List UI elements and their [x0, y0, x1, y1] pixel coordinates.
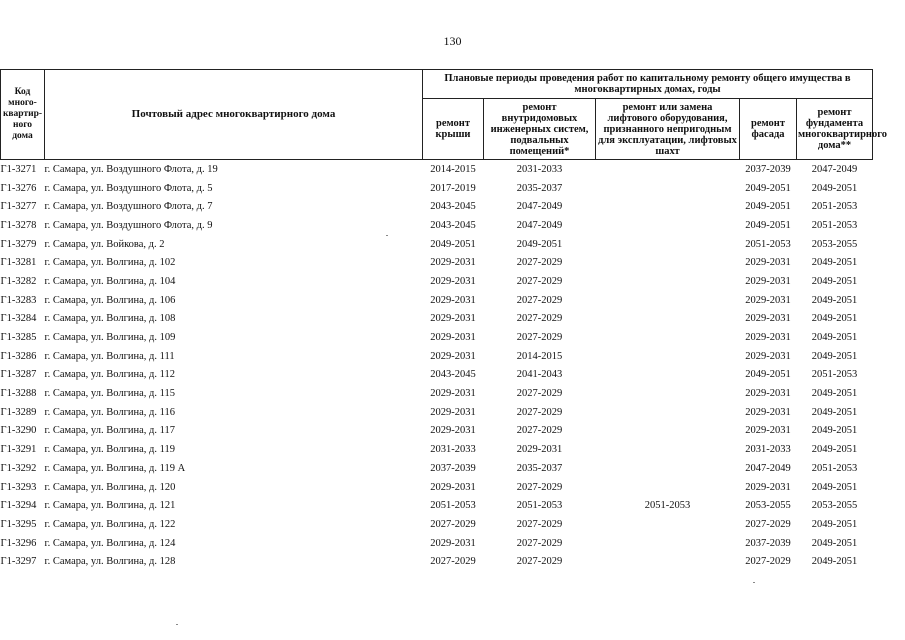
- systems-period: 2047-2049: [516, 219, 563, 231]
- scan-speck: [753, 582, 755, 583]
- foundation-period: 2049-2051: [811, 425, 858, 437]
- foundation-period: 2049-2051: [811, 294, 858, 306]
- house-address: г. Самара, ул. Волгина, д. 104: [44, 275, 176, 287]
- house-address: г. Самара, ул. Волгина, д. 111: [44, 350, 175, 362]
- table-row: [1, 459, 873, 478]
- house-code: Г1-3284: [0, 313, 37, 325]
- house-address: г. Самара, ул. Волгина, д. 121: [44, 500, 176, 512]
- facade-period: 2029-2031: [745, 275, 791, 287]
- systems-period: 2027-2029: [516, 294, 563, 306]
- house-address: г. Самара, ул. Воздушного Флота, д. 5: [44, 182, 213, 194]
- table-row: [1, 440, 873, 459]
- house-address: г. Самара, ул. Волгина, д. 115: [44, 388, 175, 400]
- facade-period: 2031-2033: [745, 444, 791, 456]
- table-row: [1, 179, 873, 198]
- elevator-period: [596, 216, 740, 235]
- house-code: Г1-3276: [0, 182, 37, 194]
- house-address: г. Самара, ул. Войкова, д. 2: [44, 238, 165, 250]
- foundation-period: 2049-2051: [811, 257, 858, 269]
- foundation-period: 2053-2055: [811, 238, 858, 250]
- foundation-period: 2049-2051: [811, 350, 858, 362]
- table-row: [1, 347, 873, 366]
- scan-speck: [176, 624, 178, 625]
- table-row: [1, 384, 873, 403]
- roof-period: 2037-2039: [430, 462, 476, 474]
- elevator-period: [596, 328, 740, 347]
- roof-period: 2031-2033: [430, 444, 476, 456]
- facade-period: 2029-2031: [745, 313, 791, 325]
- roof-period: 2027-2029: [430, 556, 476, 568]
- table-row: [1, 253, 873, 272]
- elevator-period: [596, 422, 740, 441]
- periods-group-header: Плановые периоды проведения работ по капитальному ремонту общего имущества в многоквартирных домах, годы: [423, 70, 873, 99]
- house-address: г. Самара, ул. Волгина, д. 124: [44, 537, 176, 549]
- elevator-period: [596, 272, 740, 291]
- elevator-period: [596, 235, 740, 254]
- systems-period: 2047-2049: [516, 201, 563, 213]
- house-address: г. Самара, ул. Волгина, д. 119 А: [44, 462, 186, 474]
- elevator-period: [596, 160, 740, 179]
- elevator-period: [596, 253, 740, 272]
- house-address: г. Самара, ул. Волгина, д. 102: [44, 257, 176, 269]
- elevator-period: [596, 384, 740, 403]
- table-row: [1, 272, 873, 291]
- house-code: Г1-3292: [0, 462, 37, 474]
- house-address: г. Самара, ул. Волгина, д. 109: [44, 332, 176, 344]
- house-address: г. Самара, ул. Воздушного Флота, д. 19: [44, 163, 218, 175]
- roof-column-header: ремонт крыши: [423, 99, 484, 160]
- facade-period: 2049-2051: [745, 369, 791, 381]
- systems-period: 2027-2029: [516, 481, 563, 493]
- systems-column-header: ремонт внутридомовых инженерных систем, подвальных помещений*: [484, 99, 596, 160]
- house-address: г. Самара, ул. Воздушного Флота, д. 7: [44, 201, 213, 213]
- roof-period: 2029-2031: [430, 388, 476, 400]
- table-row: [1, 478, 873, 497]
- house-code: Г1-3296: [0, 537, 37, 549]
- systems-period: 2027-2029: [516, 425, 563, 437]
- roof-period: 2017-2019: [430, 182, 476, 194]
- facade-period: 2037-2039: [745, 537, 791, 549]
- table-row: [1, 291, 873, 310]
- facade-period: 2037-2039: [745, 163, 791, 175]
- house-code: Г1-3288: [0, 388, 37, 400]
- elevator-column-header: ремонт или замена лифтового оборудования, признанного непригодным для эксплуатации, лифтовых шахт: [596, 99, 740, 160]
- foundation-period: 2051-2053: [811, 219, 858, 231]
- house-address: г. Самара, ул. Волгина, д. 120: [44, 481, 176, 493]
- roof-period: 2029-2031: [430, 537, 476, 549]
- house-address: г. Самара, ул. Волгина, д. 112: [44, 369, 175, 381]
- facade-period: 2029-2031: [745, 388, 791, 400]
- page-number: 130: [443, 34, 462, 48]
- house-code: Г1-3285: [0, 332, 37, 344]
- systems-period: 2029-2031: [516, 444, 563, 456]
- foundation-period: 2049-2051: [811, 406, 858, 418]
- table-row: [1, 515, 873, 534]
- roof-period: 2027-2029: [430, 518, 476, 530]
- address-column-header: Почтовый адрес многоквартирного дома: [45, 70, 423, 160]
- facade-period: 2029-2031: [745, 425, 791, 437]
- table-row: [1, 310, 873, 329]
- roof-period: 2029-2031: [430, 313, 476, 325]
- house-address: г. Самара, ул. Волгина, д. 106: [44, 294, 176, 306]
- roof-period: 2029-2031: [430, 257, 476, 269]
- house-address: г. Самара, ул. Волгина, д. 122: [44, 518, 176, 530]
- elevator-period: [596, 552, 740, 571]
- house-code: Г1-3281: [0, 257, 37, 269]
- roof-period: 2029-2031: [430, 481, 476, 493]
- foundation-period: 2049-2051: [811, 537, 858, 549]
- house-code: Г1-3277: [0, 201, 37, 213]
- foundation-period: 2049-2051: [811, 313, 858, 325]
- systems-period: 2027-2029: [516, 556, 563, 568]
- house-address: г. Самара, ул. Волгина, д. 116: [44, 406, 175, 418]
- facade-period: 2029-2031: [745, 294, 791, 306]
- facade-period: 2047-2049: [745, 462, 791, 474]
- facade-period: 2029-2031: [745, 350, 791, 362]
- table-row: [1, 235, 873, 254]
- elevator-period: [596, 291, 740, 310]
- table-row: [1, 216, 873, 235]
- house-code: Г1-3297: [0, 556, 37, 568]
- elevator-period: [596, 515, 740, 534]
- table-row: [1, 422, 873, 441]
- systems-period: 2027-2029: [516, 332, 563, 344]
- foundation-period: 2051-2053: [811, 462, 858, 474]
- systems-period: 2031-2033: [516, 163, 563, 175]
- house-code: Г1-3286: [0, 350, 37, 362]
- table-row: [1, 328, 873, 347]
- roof-period: 2029-2031: [430, 294, 476, 306]
- roof-period: 2029-2031: [430, 275, 476, 287]
- house-code: Г1-3279: [0, 238, 37, 250]
- capital-repair-table: [0, 69, 887, 571]
- house-code: Г1-3289: [0, 406, 37, 418]
- elevator-period: [596, 478, 740, 497]
- foundation-period: 2053-2055: [811, 500, 858, 512]
- house-code: Г1-3278: [0, 219, 37, 231]
- facade-period: 2027-2029: [745, 518, 791, 530]
- elevator-period: [596, 347, 740, 366]
- house-address: г. Самара, ул. Волгина, д. 119: [44, 444, 175, 456]
- table-row: [1, 160, 873, 179]
- house-address: г. Самара, ул. Волгина, д. 117: [44, 425, 175, 437]
- house-code: Г1-3282: [0, 275, 37, 287]
- table-row: [1, 496, 873, 515]
- roof-period: 2029-2031: [430, 332, 476, 344]
- roof-period: 2043-2045: [430, 369, 476, 381]
- elevator-period: 2051-2053: [644, 500, 691, 512]
- table-row: [1, 552, 873, 571]
- foundation-column-header: ремонт фундамента многоквартирного дома**: [797, 99, 873, 160]
- systems-period: 2049-2051: [516, 238, 563, 250]
- table-row: [1, 534, 873, 553]
- foundation-period: 2049-2051: [811, 556, 858, 568]
- roof-period: 2051-2053: [430, 500, 476, 512]
- elevator-period: [596, 534, 740, 553]
- facade-period: 2049-2051: [745, 219, 791, 231]
- systems-period: 2035-2037: [516, 182, 563, 194]
- systems-period: 2014-2015: [516, 350, 563, 362]
- foundation-period: 2049-2051: [811, 332, 858, 344]
- elevator-period: [596, 197, 740, 216]
- facade-column-header: ремонт фасада: [740, 99, 797, 160]
- roof-period: 2029-2031: [430, 425, 476, 437]
- house-code: Г1-3271: [0, 163, 37, 175]
- foundation-period: 2051-2053: [811, 369, 858, 381]
- house-address: г. Самара, ул. Волгина, д. 108: [44, 313, 176, 325]
- systems-period: 2041-2043: [516, 369, 563, 381]
- elevator-period: [596, 310, 740, 329]
- facade-period: 2053-2055: [745, 500, 791, 512]
- systems-period: 2027-2029: [516, 313, 563, 325]
- house-code: Г1-3293: [0, 481, 37, 493]
- facade-period: 2049-2051: [745, 201, 791, 213]
- elevator-period: [596, 440, 740, 459]
- roof-period: 2029-2031: [430, 350, 476, 362]
- foundation-period: 2047-2049: [811, 163, 858, 175]
- systems-period: 2027-2029: [516, 257, 563, 269]
- house-code: Г1-3291: [0, 444, 37, 456]
- house-code: Г1-3294: [0, 500, 37, 512]
- house-code: Г1-3290: [0, 425, 37, 437]
- systems-period: 2051-2053: [516, 500, 563, 512]
- foundation-period: 2049-2051: [811, 182, 858, 194]
- systems-period: 2027-2029: [516, 537, 563, 549]
- systems-period: 2035-2037: [516, 462, 563, 474]
- systems-period: 2027-2029: [516, 275, 563, 287]
- foundation-period: 2049-2051: [811, 481, 858, 493]
- roof-period: 2029-2031: [430, 406, 476, 418]
- foundation-period: 2051-2053: [811, 201, 858, 213]
- facade-period: 2049-2051: [745, 182, 791, 194]
- foundation-period: 2049-2051: [811, 518, 858, 530]
- scan-speck: [386, 235, 388, 236]
- table-body: [1, 160, 873, 572]
- roof-period: 2049-2051: [430, 238, 476, 250]
- foundation-period: 2049-2051: [811, 275, 858, 287]
- systems-period: 2027-2029: [516, 406, 563, 418]
- facade-period: 2029-2031: [745, 257, 791, 269]
- facade-period: 2029-2031: [745, 332, 791, 344]
- roof-period: 2043-2045: [430, 219, 476, 231]
- foundation-period: 2049-2051: [811, 444, 858, 456]
- facade-period: 2027-2029: [745, 556, 791, 568]
- table-row: [1, 197, 873, 216]
- code-column-header: Код много-квартир-ного дома: [1, 70, 45, 160]
- house-code: Г1-3295: [0, 518, 37, 530]
- facade-period: 2029-2031: [745, 406, 791, 418]
- systems-period: 2027-2029: [516, 388, 563, 400]
- elevator-period: [596, 179, 740, 198]
- table-row: [1, 366, 873, 385]
- house-address: г. Самара, ул. Воздушного Флота, д. 9: [44, 219, 213, 231]
- systems-period: 2027-2029: [516, 518, 563, 530]
- roof-period: 2043-2045: [430, 201, 476, 213]
- foundation-period: 2049-2051: [811, 388, 858, 400]
- house-address: г. Самара, ул. Волгина, д. 128: [44, 556, 176, 568]
- facade-period: 2051-2053: [745, 238, 791, 250]
- table-header: [1, 70, 887, 160]
- table-row: [1, 403, 873, 422]
- elevator-period: [596, 366, 740, 385]
- house-code: Г1-3283: [0, 294, 37, 306]
- facade-period: 2029-2031: [745, 481, 791, 493]
- elevator-period: [596, 403, 740, 422]
- elevator-period: [596, 459, 740, 478]
- house-code: Г1-3287: [0, 369, 37, 381]
- roof-period: 2014-2015: [430, 163, 476, 175]
